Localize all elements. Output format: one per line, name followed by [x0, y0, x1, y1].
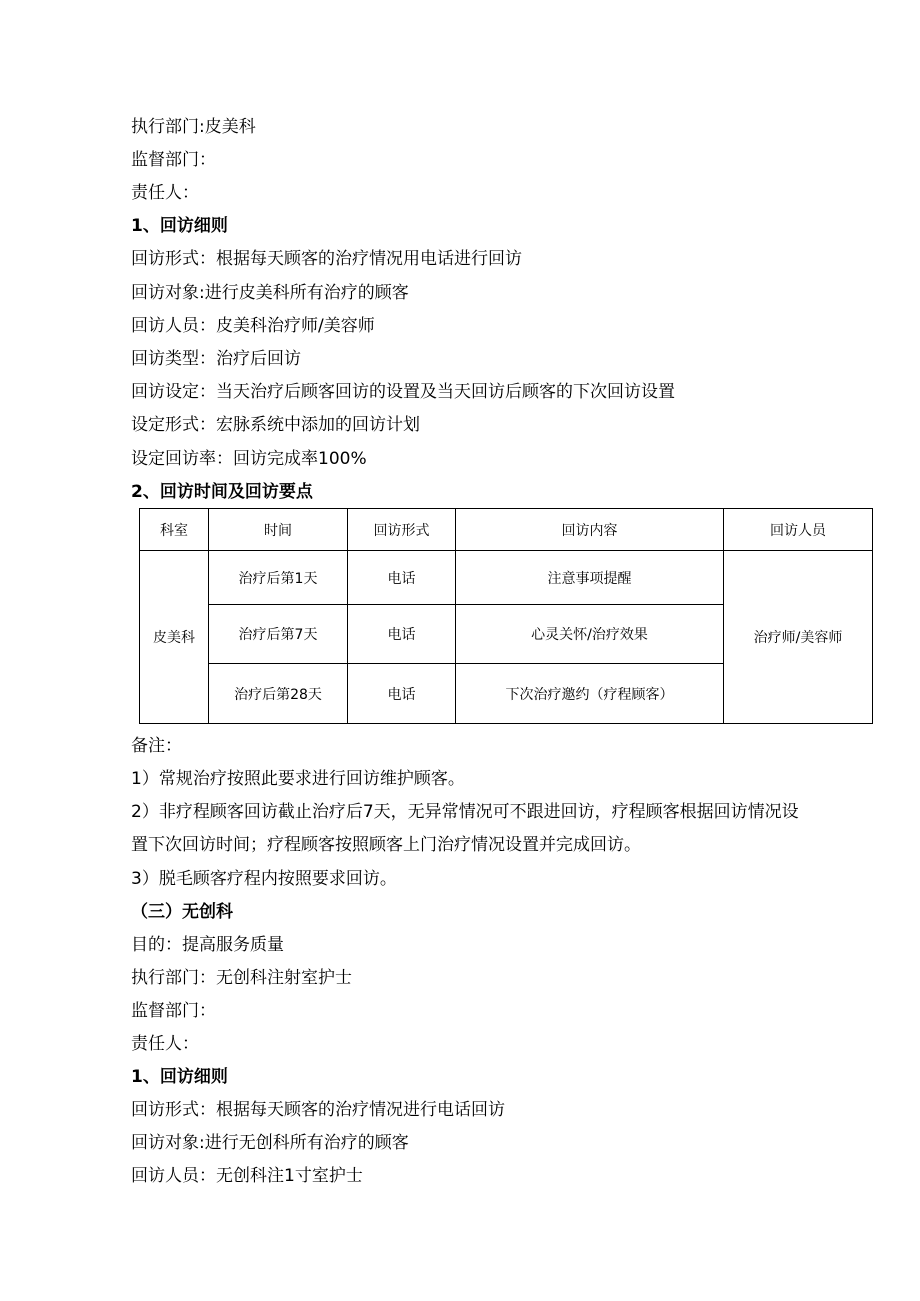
form-cell: 电话 — [348, 605, 456, 664]
supervise-dept-line-c: 监督部门： — [131, 1001, 216, 1021]
followup-schedule-table — [139, 508, 873, 724]
note-item-1: 1）常规治疗按照此要求进行回访维护顾客。 — [131, 769, 465, 789]
note-item-2-line1: 2）非疗程顾客回访截止治疗后7天，无异常情况可不跟进回访，疗程顾客根据回访情况设 — [131, 802, 799, 822]
followup-setting-line: 回访设定：当天治疗后顾客回访的设置及当天回访后顾客的下次回访设置 — [131, 382, 675, 402]
notes-title: 备注： — [131, 736, 182, 756]
followup-type-line: 回访类型：治疗后回访 — [131, 349, 301, 369]
followup-form-line-c: 回访形式：根据每天顾客的治疗情况进行电话回访 — [131, 1100, 505, 1120]
table-row — [140, 551, 873, 605]
table-header-row — [140, 509, 873, 551]
form-cell: 电话 — [348, 551, 456, 605]
form-cell: 电话 — [348, 664, 456, 724]
section-heading-noninvasive: （三）无创科 — [131, 902, 233, 922]
exec-dept-line-c: 执行部门：无创科注射室护士 — [131, 968, 352, 988]
header-cell-staff: 回访人员 — [724, 509, 873, 551]
supervise-dept-line: 监督部门： — [131, 150, 216, 170]
dept-cell: 皮美科 — [140, 551, 209, 724]
setting-rate-line: 设定回访率：回访完成率100% — [131, 449, 367, 469]
time-cell: 治疗后第28天 — [209, 664, 348, 724]
section-heading-rules-c: 1、回访细则 — [131, 1067, 228, 1087]
header-cell-form: 回访形式 — [348, 509, 456, 551]
content-cell: 下次治疗邀约（疗程顾客） — [456, 664, 724, 724]
staff-cell: 治疗师/美容师 — [724, 551, 873, 724]
content-cell: 注意事项提醒 — [456, 551, 724, 605]
time-cell: 治疗后第7天 — [209, 605, 348, 664]
followup-target-line-c: 回访对象:进行无创科所有治疗的顾客 — [131, 1133, 409, 1153]
note-item-2-line2: 置下次回访时间；疗程顾客按照顾客上门治疗情况设置并完成回访。 — [131, 835, 641, 855]
purpose-line: 目的：提高服务质量 — [131, 935, 284, 955]
responsible-line-c: 责任人： — [131, 1034, 199, 1054]
followup-staff-line: 回访人员：皮美科治疗师/美容师 — [131, 316, 375, 336]
responsible-line: 责任人： — [131, 183, 199, 203]
section-heading-rules: 1、回访细则 — [131, 216, 228, 236]
followup-staff-line-c: 回访人员：无创科注1寸室护士 — [131, 1166, 363, 1186]
followup-form-line: 回访形式：根据每天顾客的治疗情况用电话进行回访 — [131, 249, 522, 269]
content-cell: 心灵关怀/治疗效果 — [456, 605, 724, 664]
note-item-3: 3）脱毛顾客疗程内按照要求回访。 — [131, 869, 397, 889]
followup-target-line: 回访对象:进行皮美科所有治疗的顾客 — [131, 283, 409, 303]
section-heading-schedule: 2、回访时间及回访要点 — [131, 482, 313, 502]
exec-dept-line: 执行部门:皮美科 — [131, 117, 256, 137]
time-cell: 治疗后第1天 — [209, 551, 348, 605]
header-cell-content: 回访内容 — [456, 509, 724, 551]
header-cell-time: 时间 — [209, 509, 348, 551]
setting-form-line: 设定形式：宏脉系统中添加的回访计划 — [131, 415, 420, 435]
header-cell-dept: 科室 — [140, 509, 209, 551]
